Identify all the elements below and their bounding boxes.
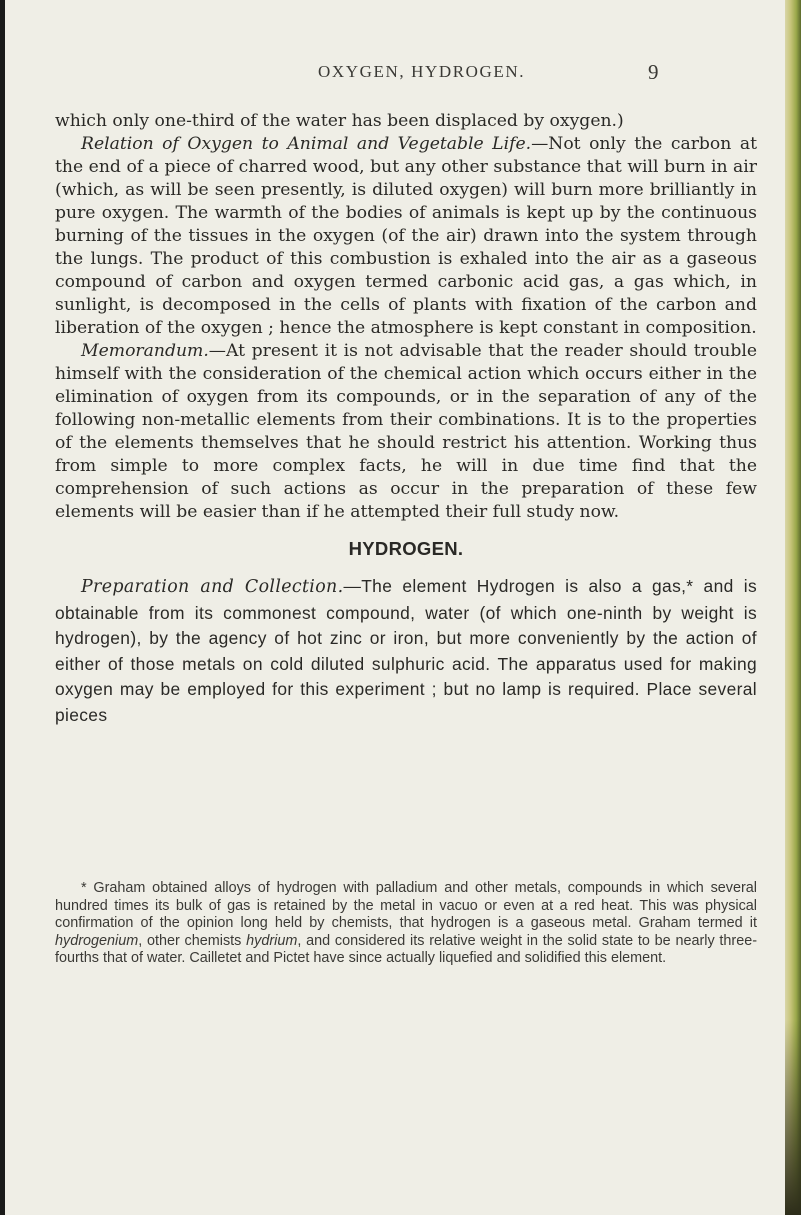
footnote-term-hydrium: hydrium: [246, 932, 298, 949]
page-right-edge-shadow: [785, 1020, 801, 1215]
footnote-paragraph: [55, 880, 757, 968]
running-head: OXYGEN, HYDROGEN.: [318, 62, 526, 81]
section-title: HYDROGEN.: [348, 538, 464, 559]
page-header: [0, 60, 801, 86]
page-number: 9: [648, 60, 659, 84]
memorandum-text: —At present it is not advisable that the reader should trouble himself with the consideration of the chemical action which occurs either in the elimination of oxygen from its compounds, or in the separation of any of the following non-metallic elements from their combinations. It is to the properties of the elements themselves that he should restrict his attention. Working thus from simple to more complex facts, he will in due time find that the comprehension of such actions as occur in the preparation of these few elements will be easier than if he attempted their full study now.: [55, 341, 757, 522]
preparation-text: —The element Hydrogen is also a gas,* and is obtainable from its commonest compound, water (of which one-ninth by weight is hydrogen), by the agency of hot zinc or iron, but more conveniently by the action of either of those metals on cold diluted sulphuric acid. The apparatus used for making oxygen may be employed for this experiment ; but no lamp is required. Place several pieces: [55, 576, 757, 725]
relation-text: —Not only the carbon at the end of a piece of charred wood, but any other substance that will burn in air (which, as will be seen presently, is diluted oxygen) will burn more brilliantly in pure oxygen. The warmth of the bodies of animals is kept up by the continuous burning of the tissues in the oxygen (of the air) drawn into the system through the lungs. The product of this combustion is exhaled into the air as a gaseous compound of carbon and oxygen termed carbonic acid gas, a gas which, in sunlight, is decomposed in the cells of plants with fixation of the carbon and liberation of the oxygen ; hence the atmosphere is kept constant in composition.: [55, 134, 757, 338]
footnote-part-3: , and considered its relative weight in the solid state to be nearly three-fourths that of water. Cailletet and Pictet have since actually liquefied and solidified this element.: [55, 932, 758, 967]
memorandum-heading: Memorandum.: [81, 341, 209, 361]
relation-heading: Relation of Oxygen to Animal and Vegetable Life.: [81, 134, 532, 154]
body-text: [55, 110, 757, 728]
page-left-edge: [0, 0, 5, 1215]
preparation-paragraph: [55, 574, 757, 728]
continuation-paragraph: which only one-third of the water has been displaced by oxygen.): [55, 111, 624, 131]
memorandum-paragraph: [55, 340, 757, 524]
footnote: [55, 880, 757, 968]
footnote-part-2: , other chemists: [138, 932, 247, 949]
footnote-term-hydrogenium: hydrogenium: [55, 932, 139, 949]
preparation-heading: Preparation and Collection.: [81, 577, 344, 597]
relation-paragraph: [55, 133, 757, 340]
footnote-part-1: * Graham obtained alloys of hydrogen with palladium and other metals, compounds in which several hundred times its bulk of gas is retained by the metal in vacuo or even at a red heat. This was physical confirmation of the opinion long held by chemists, that hydrogen is a gaseous metal. Graham termed it: [55, 880, 757, 932]
